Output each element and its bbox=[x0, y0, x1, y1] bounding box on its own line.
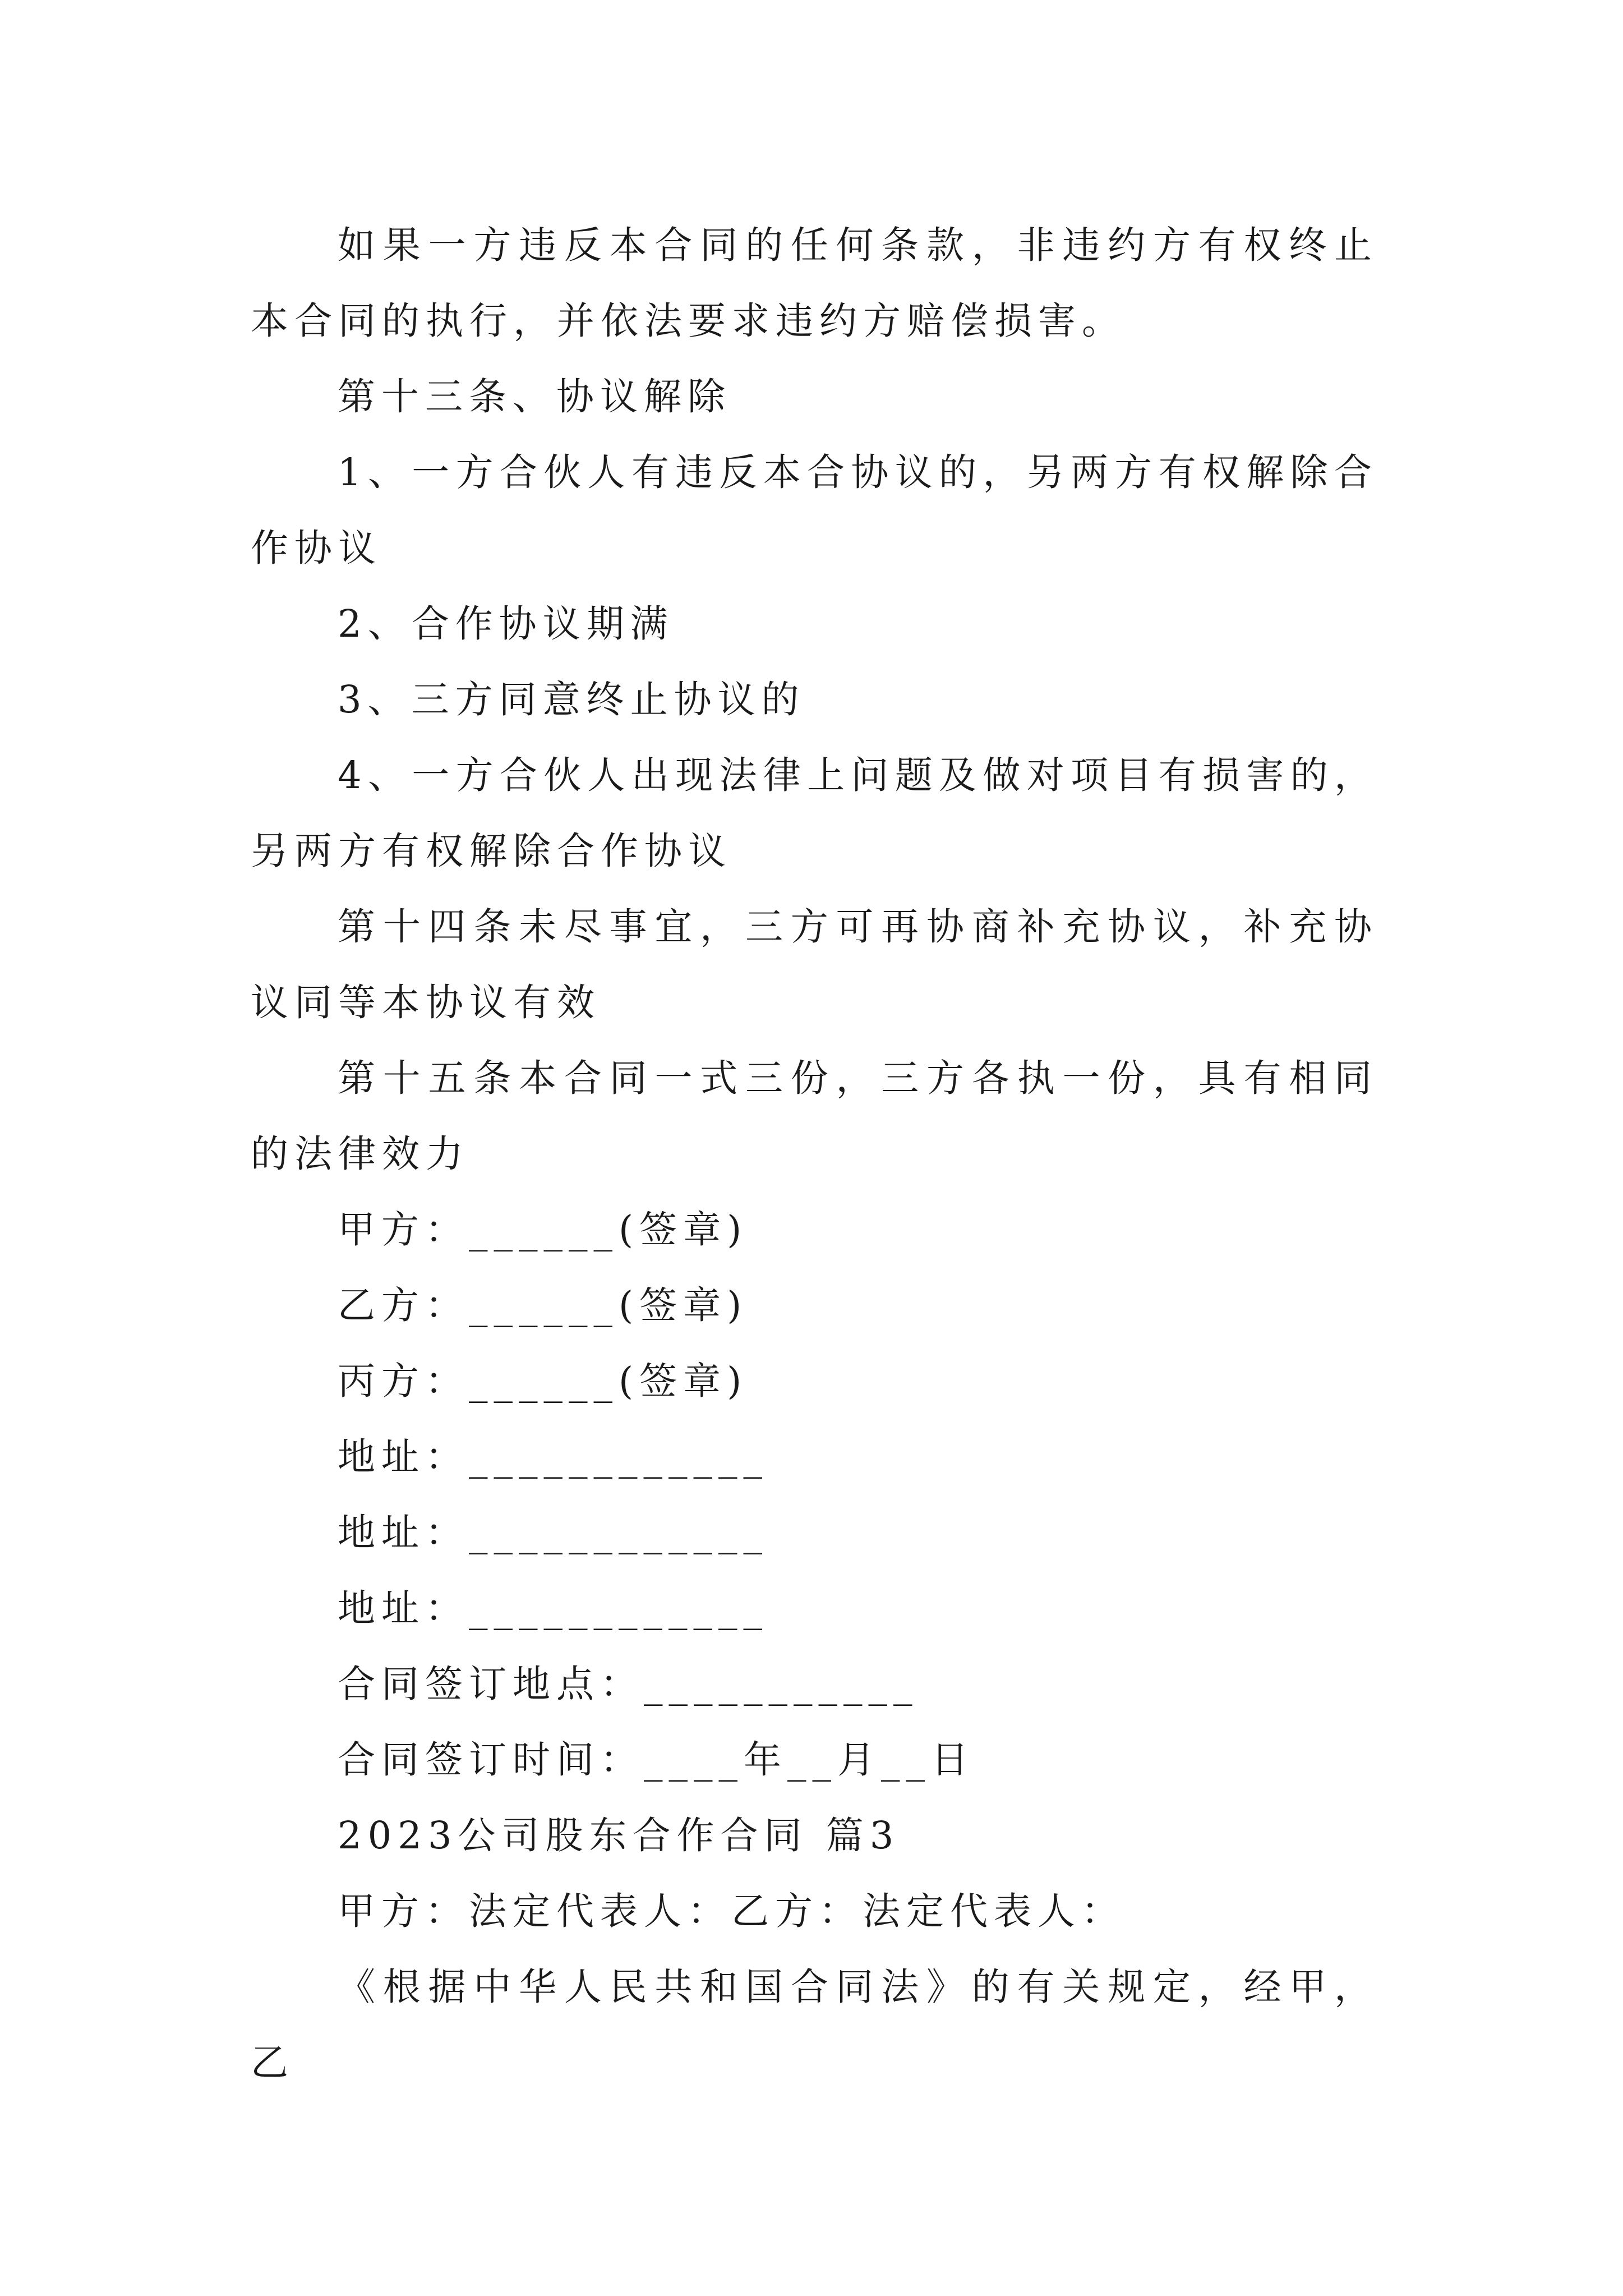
signing-date-paragraph: 合同签订时间：____年__月__日 bbox=[338, 1738, 975, 1782]
party-b-signature-paragraph: 乙方：______(签章) bbox=[338, 1283, 748, 1327]
address-line-1-paragraph: 地址：____________ bbox=[338, 1435, 768, 1479]
preamble-paragraph: 《根据中华人民共和国合同法》的有关规定，经甲，乙 bbox=[251, 1965, 1378, 2085]
signing-place-paragraph: 合同签订地点：___________ bbox=[338, 1662, 919, 1706]
article-13-item-4-paragraph: 4、一方合伙人出现法律上问题及做对项目有损害的，另两方有权解除合作协议 bbox=[251, 753, 1378, 873]
address-line-2-paragraph: 地址：____________ bbox=[338, 1511, 768, 1554]
breach-clause-paragraph: 如果一方违反本合同的任何条款，非违约方有权终止本合同的执行，并依法要求违约方赔偿损害。 bbox=[251, 223, 1378, 343]
article-13-item-1-paragraph: 1、一方合伙人有违反本合协议的，另两方有权解除合作协议 bbox=[251, 450, 1378, 570]
document-body bbox=[251, 208, 1378, 2101]
article-13-item-3-paragraph: 3、三方同意终止协议的 bbox=[338, 678, 805, 721]
article-15-paragraph: 第十五条本合同一式三份，三方各执一份，具有相同的法律效力 bbox=[251, 1056, 1378, 1176]
article-13-item-2-paragraph: 2、合作协议期满 bbox=[338, 602, 674, 646]
party-a-signature-paragraph: 甲方：______(签章) bbox=[338, 1208, 748, 1251]
address-line-3-paragraph: 地址：____________ bbox=[338, 1586, 768, 1630]
parties-representatives-paragraph: 甲方：法定代表人：乙方：法定代表人： bbox=[338, 1889, 1125, 1933]
article-13-heading-paragraph: 第十三条、协议解除 bbox=[338, 375, 731, 418]
article-14-paragraph: 第十四条未尽事宜，三方可再协商补充协议，补充协议同等本协议有效 bbox=[251, 905, 1378, 1024]
party-c-signature-paragraph: 丙方：______(签章) bbox=[338, 1359, 748, 1403]
section-title-paragraph: 2023公司股东合作合同 篇3 bbox=[338, 1814, 900, 1857]
